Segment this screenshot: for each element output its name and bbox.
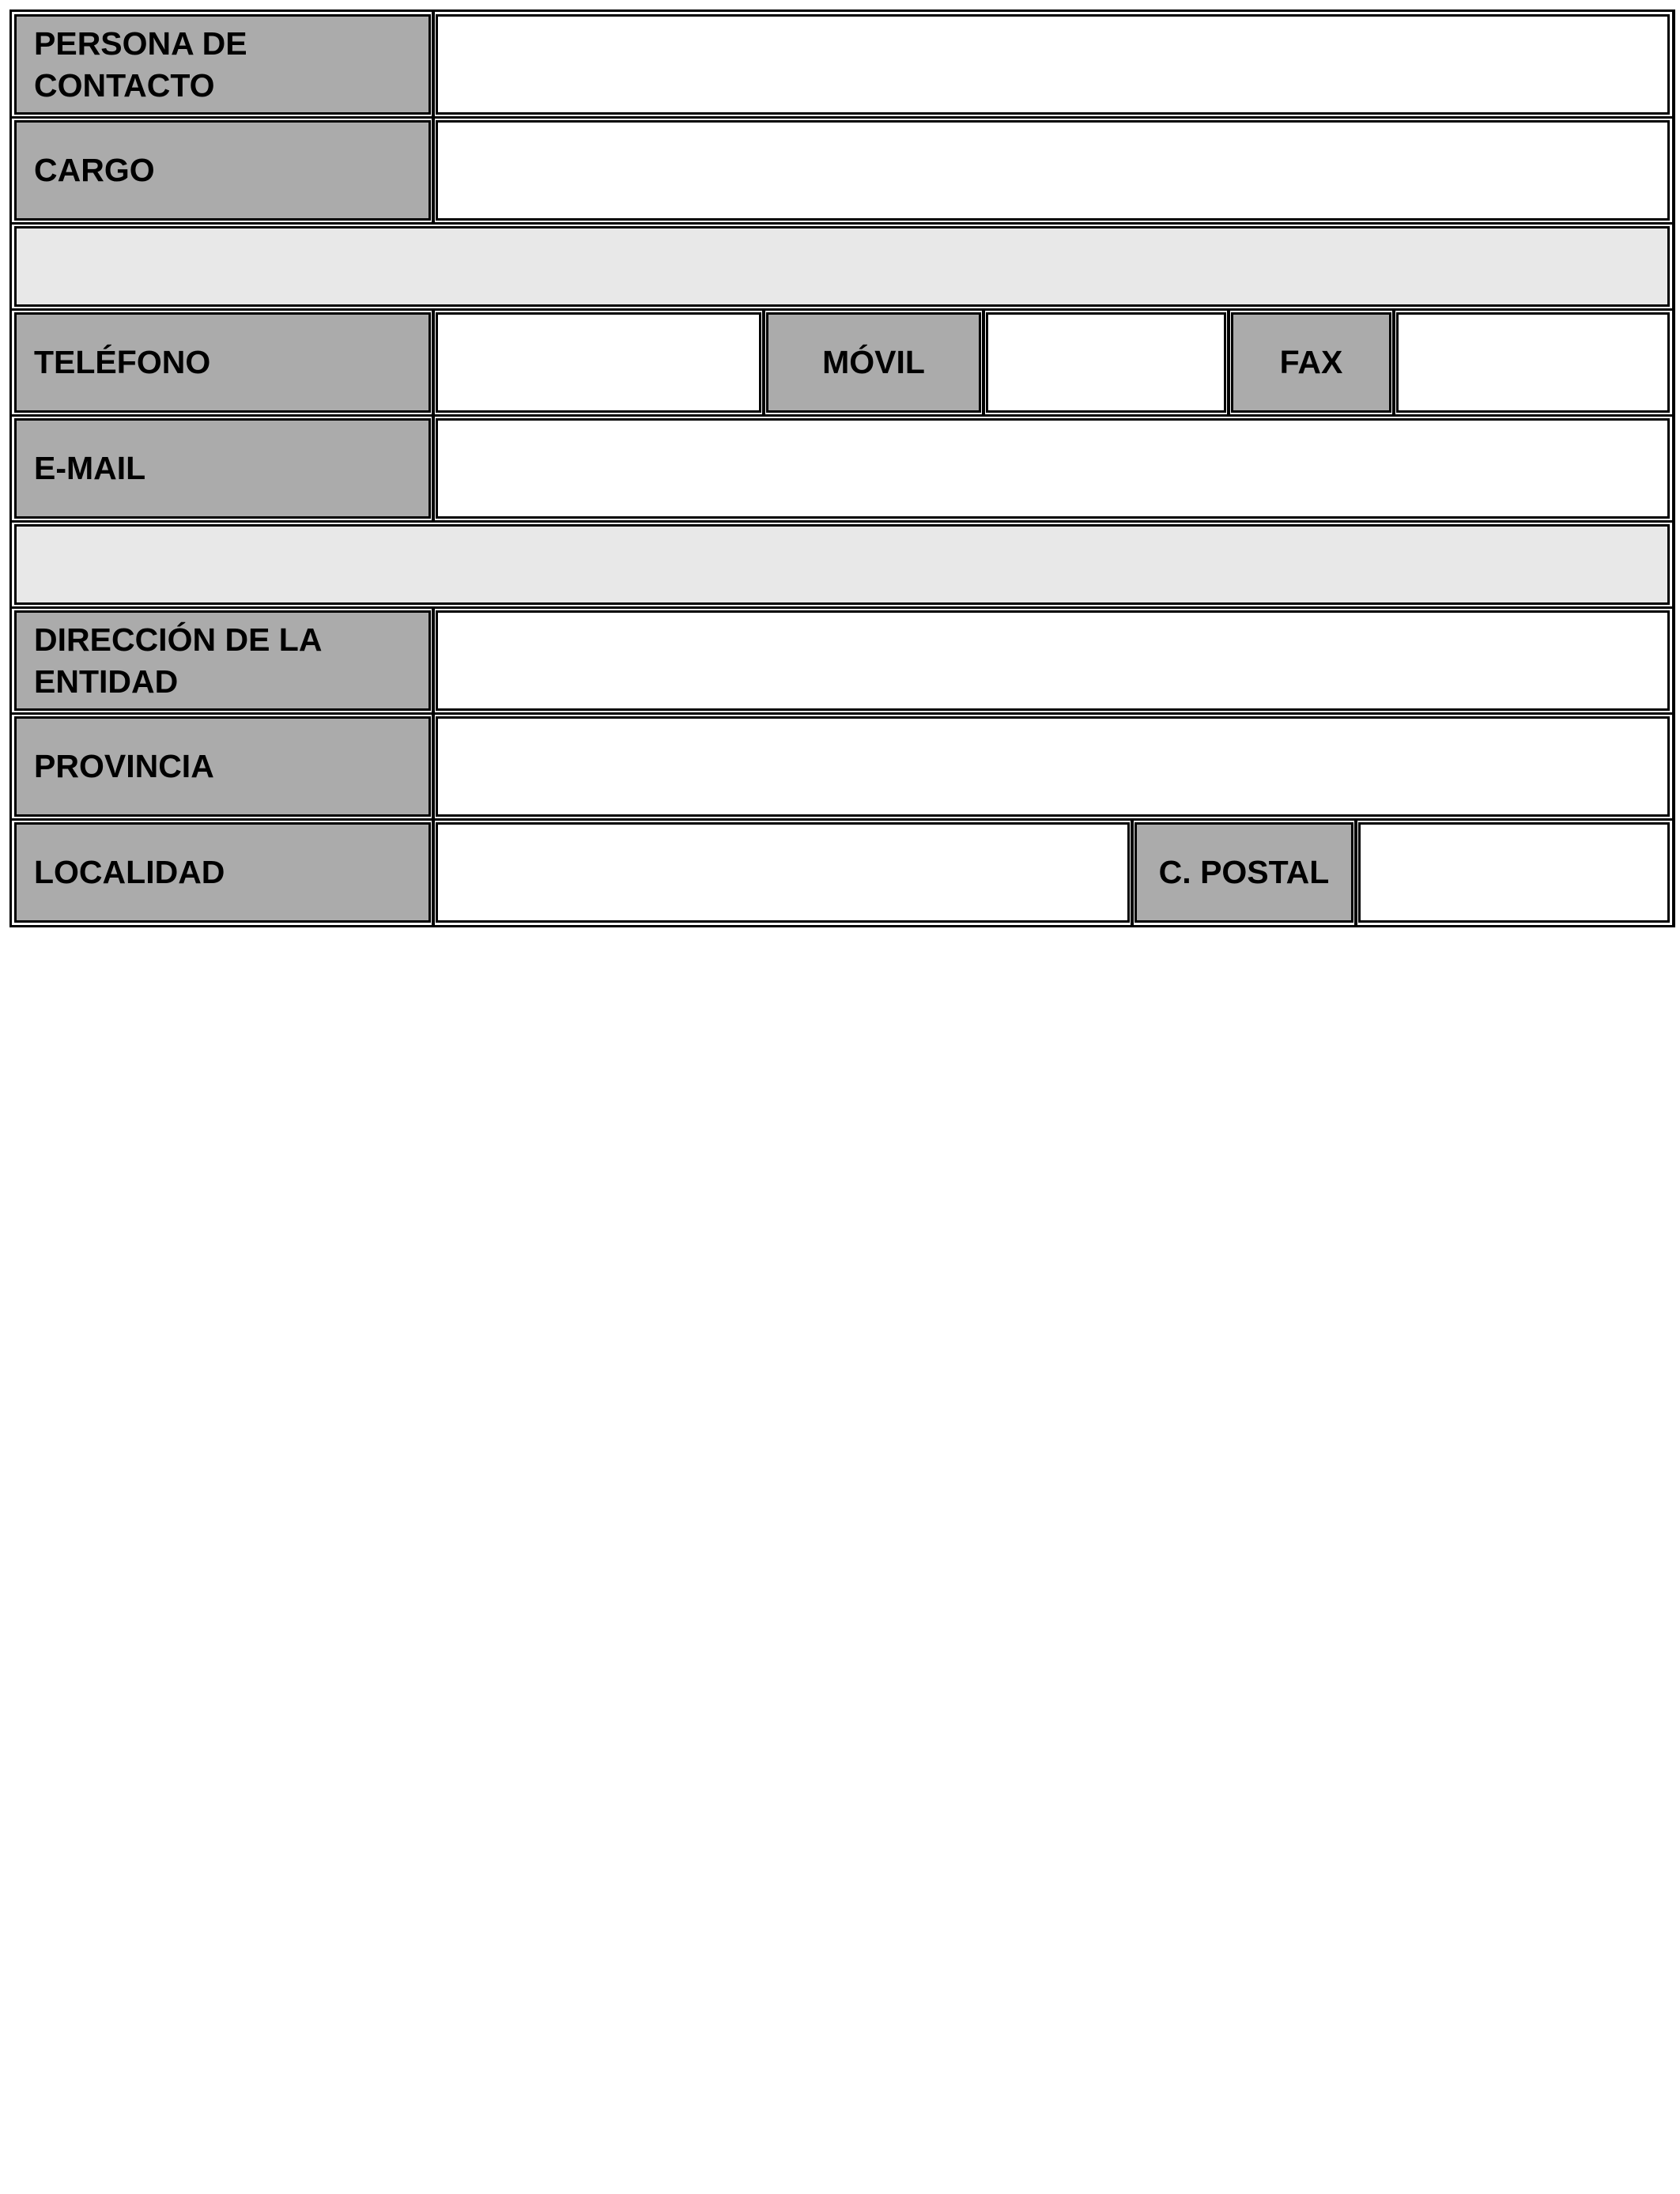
postal-code-label: [1134, 822, 1353, 923]
position-field[interactable]: [436, 120, 1670, 221]
email-label-text: E-MAIL: [34, 450, 146, 486]
mobile-label: [766, 312, 981, 413]
address-label: [14, 610, 431, 711]
postal-code-field[interactable]: [1358, 822, 1670, 923]
mobile-label-text: MÓVIL: [822, 344, 925, 380]
section-separator: [14, 524, 1670, 605]
locality-label: [14, 822, 431, 923]
contact-person-label-text: PERSONA DE CONTACTO: [34, 25, 247, 104]
email-label: [14, 418, 431, 519]
mobile-field[interactable]: [986, 312, 1226, 413]
phone-label: [14, 312, 431, 413]
locality-field[interactable]: [436, 822, 1130, 923]
email-field[interactable]: [436, 418, 1670, 519]
position-label: [14, 120, 431, 221]
fax-label-text: FAX: [1279, 344, 1343, 380]
section-separator: [14, 226, 1670, 307]
contact-person-label: [14, 14, 431, 115]
locality-label-text: LOCALIDAD: [34, 854, 225, 890]
phone-field[interactable]: [436, 312, 761, 413]
address-field[interactable]: [436, 610, 1670, 711]
fax-field[interactable]: [1396, 312, 1670, 413]
phone-label-text: TELÉFONO: [34, 344, 211, 380]
address-label-text: [34, 619, 322, 703]
province-label: [14, 716, 431, 817]
contact-person-field[interactable]: [436, 14, 1670, 115]
province-label-text: PROVINCIA: [34, 748, 214, 784]
fax-label: [1231, 312, 1391, 413]
position-label-text: CARGO: [34, 152, 155, 188]
province-field[interactable]: [436, 716, 1670, 817]
postal-code-label-text: C. POSTAL: [1158, 854, 1330, 890]
address-label-line2: ENTIDAD: [34, 663, 179, 700]
address-label-line1: DIRECCIÓN DE LA: [34, 621, 323, 658]
